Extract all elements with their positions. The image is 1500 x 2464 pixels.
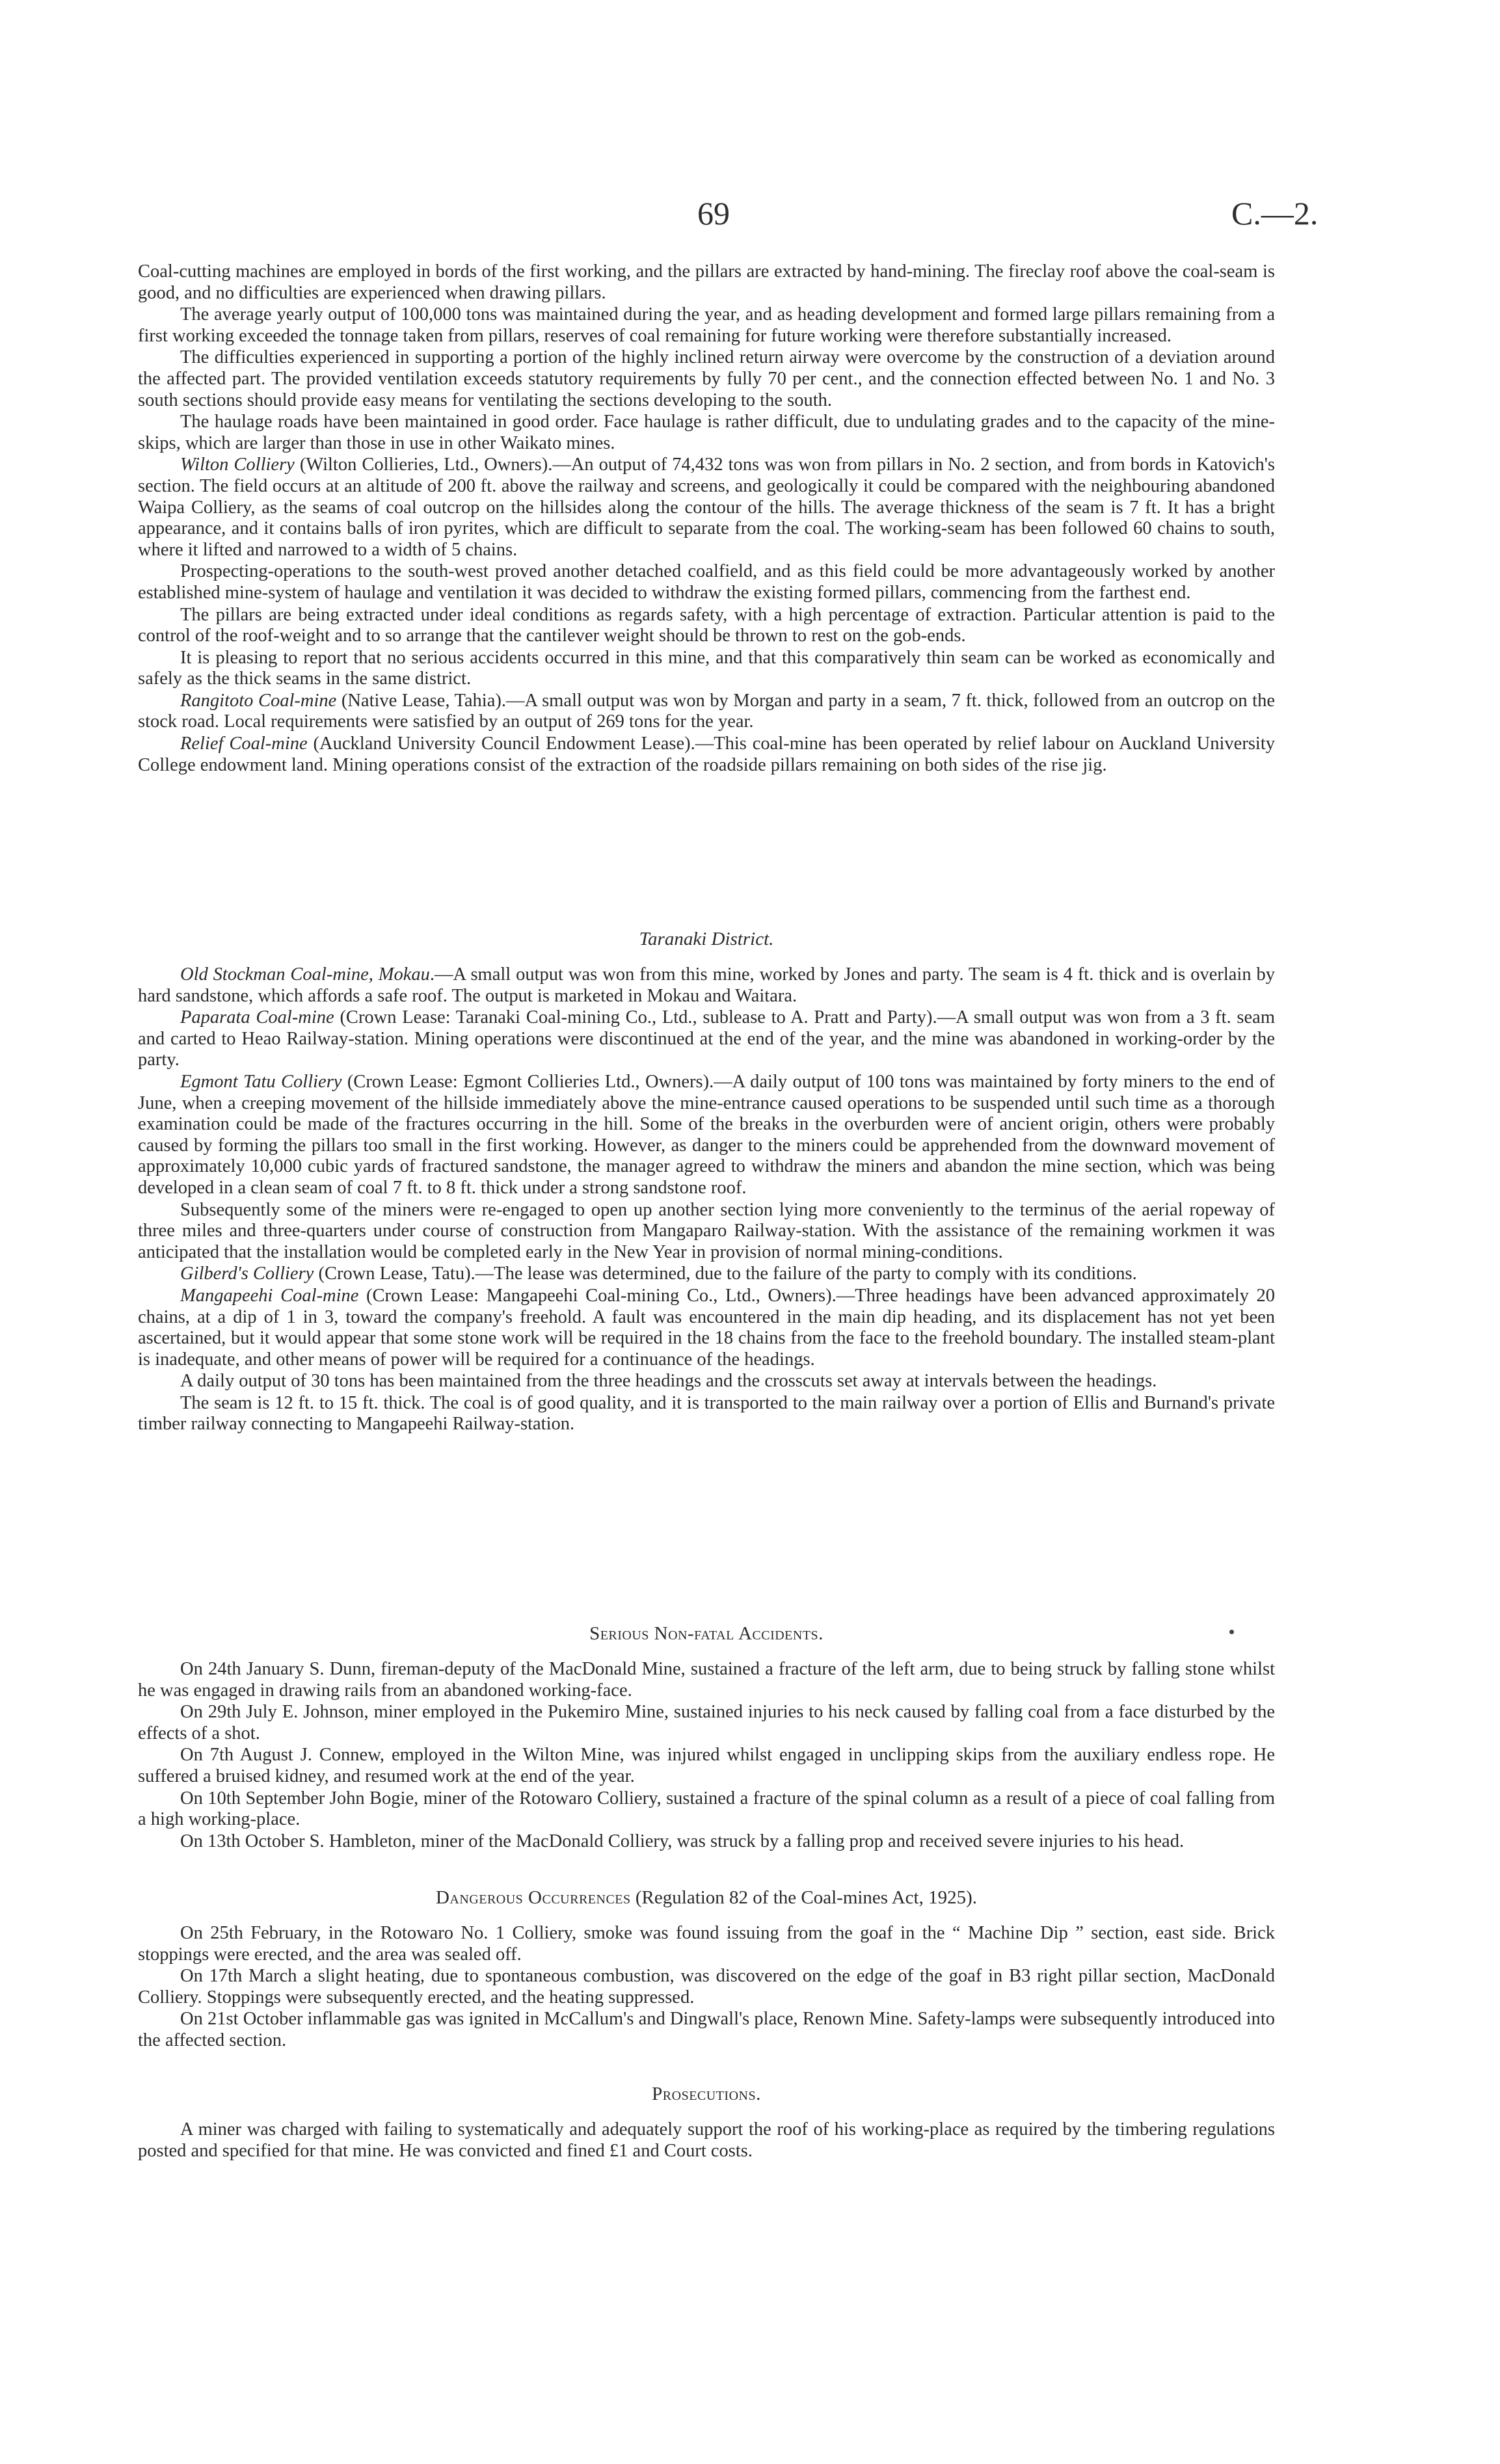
section-heading: Taranaki District. xyxy=(639,929,774,949)
paragraph: A daily output of 30 tons has been maintained from the three headings and the crosscuts set away at intervals between the headings. xyxy=(180,1371,1157,1392)
paragraph: The pillars are being extracted under ideal conditions as regards safety, with a high percentage of extraction. Particular attention is paid to the control of the roof-weight and to so arrange that the cantilever weight should be thrown to rest on the gob-ends. xyxy=(138,604,1275,646)
section-heading: Dangerous Occurrences (Regulation 82 of the Coal-mines Act, 1925). xyxy=(435,1887,978,1908)
coal-mines-section xyxy=(138,261,1275,776)
paragraph: Relief Coal-mine (Auckland University Council Endowment Lease).—This coal-mine has been operated by relief labour on Auckland University College endowment land. Mining operations consist of the extraction of the roadside pillars remaining on both sides of the rise jig. xyxy=(138,734,1275,775)
colliery-name: Gilberd's Colliery xyxy=(180,1264,314,1284)
paragraph: Mangapeehi Coal-mine (Crown Lease: Mangapeehi Coal-mining Co., Ltd., Owners).—Three headings have been advanced approximately 20 chains, at a dip of 1 in 3, toward the company's freehold. A fault was encountered in the main dip heading, and its displacement has not yet been ascertained, but it would appear that some stone work will be required in the 18 chains from the face to the freehold boundary. The installed steam-plant is inadequate, and other means of power will be required for a continuance of the headings. xyxy=(138,1285,1275,1370)
paragraph: Coal-cutting machines are employed in bords of the first working, and the pillars are extracted by hand-mining. The fireclay roof above the coal-seam is good, and no difficulties are experienced when drawing pillars. xyxy=(138,261,1275,303)
colliery-name: Paparata Coal-mine xyxy=(180,1007,334,1028)
paragraph: On 21st October inflammable gas was ignited in McCallum's and Dingwall's place, Renown Mine. Safety-lamps were subsequently introduced into the affected section. xyxy=(138,2009,1275,2050)
paragraph: On 17th March a slight heating, due to spontaneous combustion, was discovered on the edge of the goaf in B3 right pillar section, MacDonald Colliery. Stoppings were subsequently erected, and the heating suppressed. xyxy=(138,1966,1275,2007)
colliery-name: Old Stockman Coal-mine, Mokau xyxy=(180,964,430,985)
paragraph: On 24th January S. Dunn, fireman-deputy of the MacDonald Mine, sustained a fracture of the left arm, due to being struck by falling stone whilst he was engaged in drawing rails from an abandoned working-face. xyxy=(138,1659,1275,1701)
paragraph: It is pleasing to report that no serious accidents occurred in this mine, and that this comparatively thin seam can be worked as economically and safely as the thick seams in the same district. xyxy=(138,647,1275,689)
prosecutions-section xyxy=(138,2083,1275,2162)
document-reference: C.—2. xyxy=(1231,195,1319,232)
ink-dot xyxy=(1229,1630,1234,1634)
colliery-name: Egmont Tatu Colliery xyxy=(180,1071,342,1092)
paragraph: Subsequently some of the miners were re-engaged to open up another section lying more conveniently to the terminus of the aerial ropeway of three miles and three-quarters under course of construction from Mangaparo Railway-station. With the assistance of the remaining workmen it was anticipated that the installation would be completed early in the New Year in provision of normal mining-conditions. xyxy=(138,1199,1275,1262)
colliery-name: Mangapeehi Coal-mine xyxy=(180,1285,359,1306)
section-heading: Serious Non-fatal Accidents. xyxy=(589,1623,824,1644)
taranaki-section xyxy=(138,928,1275,1435)
accidents-section xyxy=(138,1623,1275,1852)
paragraph: Gilberd's Colliery (Crown Lease, Tatu).—The lease was determined, due to the failure of the party to comply with its conditions. xyxy=(180,1264,1137,1284)
paragraph: Prospecting-operations to the south-west proved another detached coalfield, and as this field could be more advantageously worked by another established mine-system of haulage and ventilation it was decided to withdraw the existing formed pillars, commencing from the farthest end. xyxy=(138,561,1275,603)
paragraph: On 13th October S. Hambleton, miner of the MacDonald Colliery, was struck by a falling prop and received severe injuries to his head. xyxy=(180,1831,1185,1851)
paragraph: A miner was charged with failing to systematically and adequately support the roof of his working-place as required by the timbering regulations posted and specified for that mine. He was convicted and fined £1 and Court costs. xyxy=(138,2119,1275,2161)
paragraph: Egmont Tatu Colliery (Crown Lease: Egmont Collieries Ltd., Owners).—A daily output of 100 tons was maintained by forty miners to the end of June, when a creeping movement of the hillside immediately above the mine-entrance caused operations to be suspended until such time as a thorough examination could be made of the fractures occurring in the hill. Some of the breaks in the overburden were of ancient origin, others were probably caused by forming the pillars too small in the first working. However, as danger to the miners could be apprehended from the downward movement of approximately 10,000 cubic yards of fractured sandstone, the manager agreed to withdraw the miners and abandon the mine section, which was being developed in a clean seam of coal 7 ft. to 8 ft. thick under a strong sandstone roof. xyxy=(138,1071,1275,1198)
paragraph: The seam is 12 ft. to 15 ft. thick. The coal is of good quality, and it is transported to the main railway over a portion of Ellis and Burnand's private timber railway connecting to Mangapeehi Railway-station. xyxy=(138,1392,1275,1435)
paragraph: Paparata Coal-mine (Crown Lease: Taranaki Coal-mining Co., Ltd., sublease to A. Pratt and Party).—A small output was won from a 3 ft. seam and carted to Heao Railway-station. Mining operations were discontinued at the end of the year, and the mine was abandoned in working-order by the party. xyxy=(138,1007,1275,1070)
paragraph: The average yearly output of 100,000 tons was maintained during the year, and as heading development and formed large pillars remaining from a first working exceeded the tonnage taken from pillars, reserves of coal remaining for future working were therefore substantially increased. xyxy=(138,304,1275,346)
paragraph: The difficulties experienced in supporting a portion of the highly inclined return airway were overcome by the construction of a deviation around the affected part. The provided ventilation exceeds statutory requirements by fully 70 per cent., and the connection effected between No. 1 and No. 3 south sections should provide easy means for ventilating the sections developing to the south. xyxy=(138,347,1275,410)
paragraph: On 10th September John Bogie, miner of the Rotowaro Colliery, sustained a fracture of the spinal column as a result of a piece of coal falling from a high working-place. xyxy=(138,1788,1275,1830)
paragraph: The haulage roads have been maintained in good order. Face haulage is rather difficult, due to undulating grades and to the capacity of the mine-skips, which are larger than those in use in other Waikato mines. xyxy=(138,412,1275,453)
paragraph: Old Stockman Coal-mine, Mokau.—A small output was won from this mine, worked by Jones and party. The seam is 4 ft. thick and is overlain by hard sandstone, which affords a safe roof. The output is marketed in Mokau and Waitara. xyxy=(138,964,1275,1006)
page-number: 69 xyxy=(697,195,730,232)
paragraph: Wilton Colliery (Wilton Collieries, Ltd., Owners).—An output of 74,432 tons was won from pillars in No. 2 section, and from bords in Katovich's section. The field occurs at an altitude of 200 ft. above the railway and screens, and geologically it could be compared with the neighbouring abandoned Waipa Colliery, as the seams of coal outcrop on the hillsides along the contour of the hills. The average thickness of the seam is 7 ft. It has a bright appearance, and it contains balls of iron pyrites, which are difficult to separate from the coal. The working-seam has been followed 60 chains to south, where it lifted and narrowed to a width of 5 chains. xyxy=(138,455,1275,560)
section-heading: Prosecutions. xyxy=(652,2084,761,2104)
dangerous-occurrences-section xyxy=(138,1887,1275,2052)
colliery-name: Rangitoto Coal-mine xyxy=(180,690,337,711)
paragraph: Rangitoto Coal-mine (Native Lease, Tahia).—A small output was won by Morgan and party in a seam, 7 ft. thick, followed from an outcrop on the stock road. Local requirements were satisfied by an output of 269 tons for the year. xyxy=(138,690,1275,732)
colliery-name: Relief Coal-mine xyxy=(180,734,308,754)
paragraph: On 25th February, in the Rotowaro No. 1 Colliery, smoke was found issuing from the goaf in the “ Machine Dip ” section, east side. Brick stoppings were erected, and the area was sealed off. xyxy=(138,1923,1275,1965)
colliery-name: Wilton Colliery xyxy=(180,455,295,475)
paragraph: On 7th August J. Connew, employed in the Wilton Mine, was injured whilst engaged in unclipping skips from the auxiliary endless rope. He suffered a bruised kidney, and resumed work at the end of the year. xyxy=(138,1745,1275,1786)
paragraph: On 29th July E. Johnson, miner employed in the Pukemiro Mine, sustained injuries to his neck caused by falling coal from a face disturbed by the effects of a shot. xyxy=(138,1702,1275,1743)
